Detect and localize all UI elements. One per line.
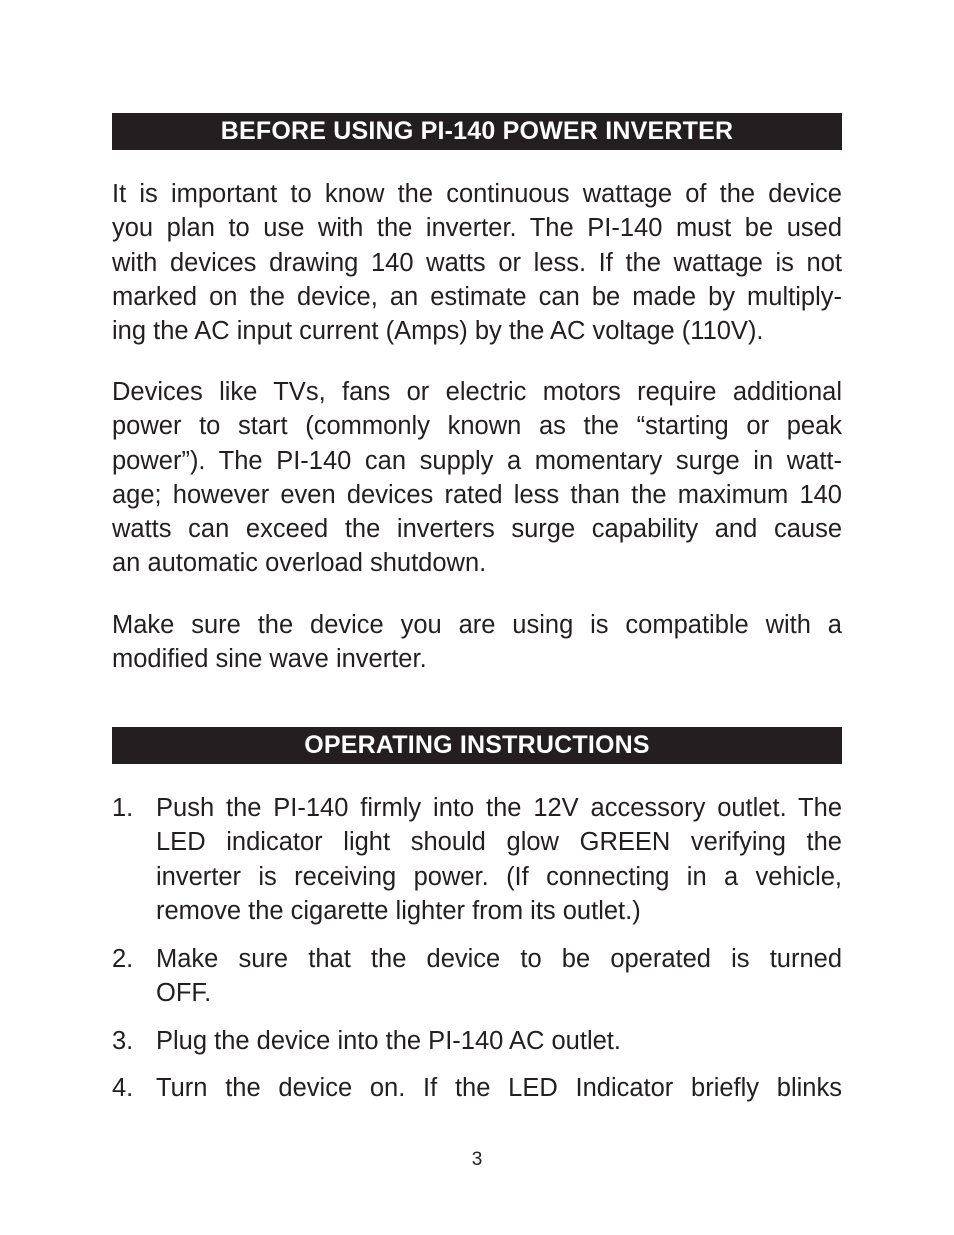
text-line: an automatic overload shutdown. xyxy=(112,549,487,578)
text-line: Plug the device into the PI-140 AC outlet. xyxy=(156,1027,621,1055)
section-heading-before-using: BEFORE USING PI-140 POWER INVERTER xyxy=(112,113,842,150)
text-line: remove the cigarette lighter from its outlet.) xyxy=(156,896,641,925)
paragraph-compatibility xyxy=(112,608,842,677)
text-line: power to start (commonly known as the “starting or peak xyxy=(112,412,842,441)
list-item xyxy=(112,1071,842,1105)
text-line: marked on the device, an estimate can be made by multiply- xyxy=(112,282,842,311)
text-line: you plan to use with the inverter. The PI-140 must be used xyxy=(112,214,842,243)
list-item xyxy=(112,1024,842,1058)
text-line: modified sine wave inverter. xyxy=(112,645,427,674)
list-item xyxy=(112,791,842,928)
text-line: inverter is receiving power. (If connecting in a vehicle, xyxy=(156,862,842,891)
section-heading-operating-instructions: OPERATING INSTRUCTIONS xyxy=(112,727,842,764)
text-line: Push the PI-140 firmly into the 12V accessory outlet. The xyxy=(156,794,842,822)
page-number: 3 xyxy=(471,1149,483,1170)
list-number: 1. xyxy=(112,794,134,822)
list-item xyxy=(112,942,842,1011)
text-line: LED indicator light should glow GREEN verifying the xyxy=(156,828,842,857)
paragraph-peak-power xyxy=(112,375,842,581)
text-line: with devices drawing 140 watts or less. If the wattage is not xyxy=(112,248,842,277)
paragraph-wattage xyxy=(112,177,842,348)
text-line: Devices like TVs, fans or electric motors require additional xyxy=(112,378,842,406)
list-number: 2. xyxy=(112,945,134,973)
text-line: OFF. xyxy=(156,979,212,1008)
text-line: Turn the device on. If the LED Indicator briefly blinks xyxy=(156,1074,842,1102)
text-line: Make sure the device you are using is compatible with a xyxy=(112,611,842,639)
list-number: 3. xyxy=(112,1027,134,1055)
text-line: It is important to know the continuous wattage of the device xyxy=(112,180,842,208)
text-line: ing the AC input current (Amps) by the AC voltage (110V). xyxy=(112,317,764,346)
text-line: age; however even devices rated less than the maximum 140 xyxy=(112,480,842,509)
text-line: watts can exceed the inverters surge capability and cause xyxy=(112,515,842,544)
text-line: Make sure that the device to be operated is turned xyxy=(156,945,842,973)
text-line: power”). The PI-140 can supply a momentary surge in watt- xyxy=(112,446,842,475)
list-number: 4. xyxy=(112,1074,134,1102)
